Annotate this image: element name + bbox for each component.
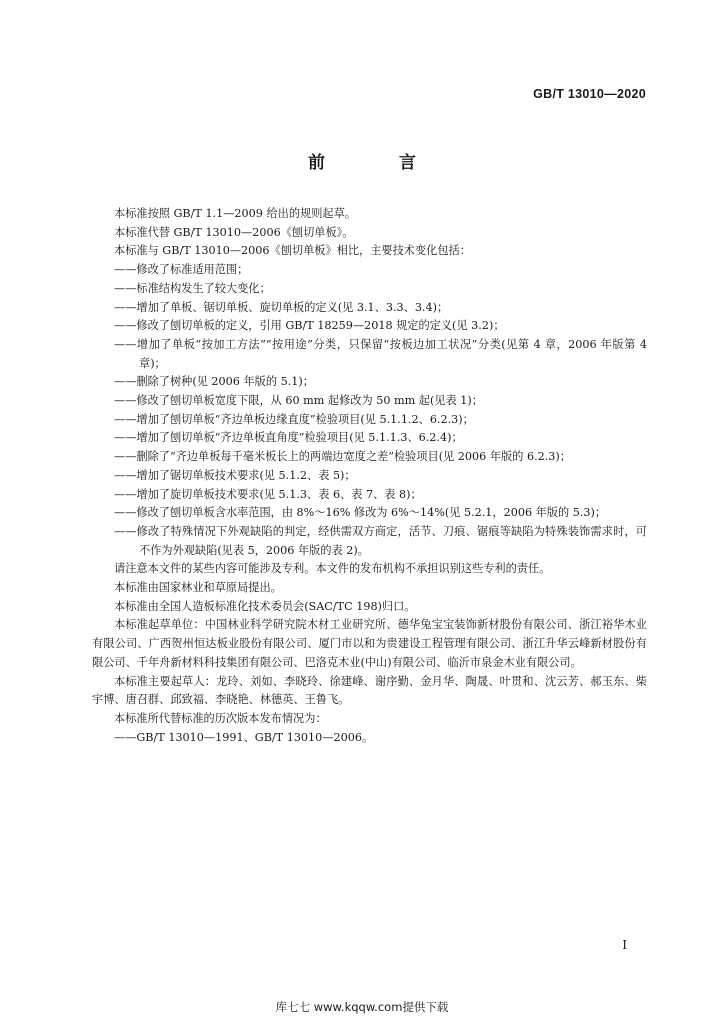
proposer-paragraph: 本标准由国家林业和草原局提出。 bbox=[114, 581, 282, 595]
change-item: ——修改了刨切单板的定义，引用 GB/T 18259—2018 规定的定义(见 3.2)； bbox=[114, 319, 505, 333]
change-item: ——删除了树种(见 2006 年版的 5.1)； bbox=[114, 375, 314, 389]
drafting-units-paragraph: 本标准起草单位：中国林业科学研究院木材工业研究所、德华兔宝宝装饰新材股份有限公司、浙江裕华木业有限公司、广西贺州恒达板业股份有限公司、厦门市以和为贵建设工程管理有限公司、浙江升华云峰新材股份有限公司、千年舟新材料科技集团有限公司、巴洛克木业(中山)有限公司、临沂市泉金木业有限公司。 bbox=[92, 618, 647, 669]
change-item: ——增加了刨切单板“齐边单板直角度”检验项目(见 5.1.1.3、6.2.4)； bbox=[114, 431, 463, 445]
change-item: ——删除了“齐边单板每千毫米板长上的两端边宽度之差”检验项目(见 2006 年版的 6.2.3)； bbox=[114, 450, 571, 464]
change-item: ——修改了特殊情况下外观缺陷的判定，经供需双方商定，活节、刀痕、锯痕等缺陷为特殊装饰需求时，可不作为外观缺陷(见表 5，2006 年版的表 2)。 bbox=[114, 524, 647, 557]
page-number: I bbox=[622, 938, 627, 952]
change-item: ——增加了刨切单板“齐边单板边缘直度”检验项目(见 5.1.1.2、6.2.3)； bbox=[114, 412, 474, 426]
drafters-paragraph: 本标准主要起草人：龙玲、刘如、李晓玲、徐建峰、谢序勤、金月华、陶晟、叶贯和、沈云芳、郝玉东、柴宇博、唐召群、邱致福、李晓艳、林德英、王鲁飞。 bbox=[92, 674, 647, 707]
change-item: ——增加了锯切单板技术要求(见 5.1.2、表 5)； bbox=[114, 468, 356, 482]
standard-number: GB/T 13010—2020 bbox=[533, 87, 646, 101]
intro-paragraph: 本标准按照 GB/T 1.1—2009 给出的规则起草。 bbox=[114, 207, 356, 220]
intro-paragraph: 本标准与 GB/T 13010—2006《刨切单板》相比，主要技术变化包括： bbox=[114, 244, 471, 258]
change-item: ——修改了标准适用范围； bbox=[114, 263, 249, 277]
page-title: 前 言 bbox=[308, 153, 450, 173]
change-item: ——增加了单板“按加工方法”“按用途”分类，只保留“按板边加工状况”分类(见第 4 章，2006 年版第 4 章)； bbox=[114, 337, 647, 370]
change-item: ——增加了旋切单板技术要求(见 5.1.3、表 6、表 7、表 8)； bbox=[114, 487, 422, 501]
patent-notice: 请注意本文件的某些内容可能涉及专利。本文件的发布机构不承担识别这些专利的责任。 bbox=[114, 562, 551, 576]
change-item: ——增加了单板、锯切单板、旋切单板的定义(见 3.1、3.3、3.4)； bbox=[114, 300, 449, 314]
centralized-paragraph: 本标准由全国人造板标准化技术委员会(SAC/TC 198)归口。 bbox=[114, 599, 416, 613]
change-item: ——标准结构发生了较大变化； bbox=[114, 281, 271, 295]
intro-paragraph: 本标准代替 GB/T 13010—2006《刨切单板》。 bbox=[114, 225, 354, 239]
history-item: ——GB/T 13010—1991、GB/T 13010—2006。 bbox=[114, 730, 374, 744]
download-footer: 库七七 www.kqqw.com提供下载 bbox=[275, 1000, 449, 1014]
foreword-body bbox=[92, 205, 647, 747]
change-item: ——修改了刨切单板含水率范围，由 8%～16% 修改为 6%～14%(见 5.2.1，2006 年版的 5.3)； bbox=[114, 506, 607, 520]
change-item: ——修改了刨切单板宽度下限，从 60 mm 起修改为 50 mm 起(见表 1)； bbox=[114, 394, 483, 408]
history-intro: 本标准所代替标准的历次版本发布情况为： bbox=[114, 711, 327, 725]
